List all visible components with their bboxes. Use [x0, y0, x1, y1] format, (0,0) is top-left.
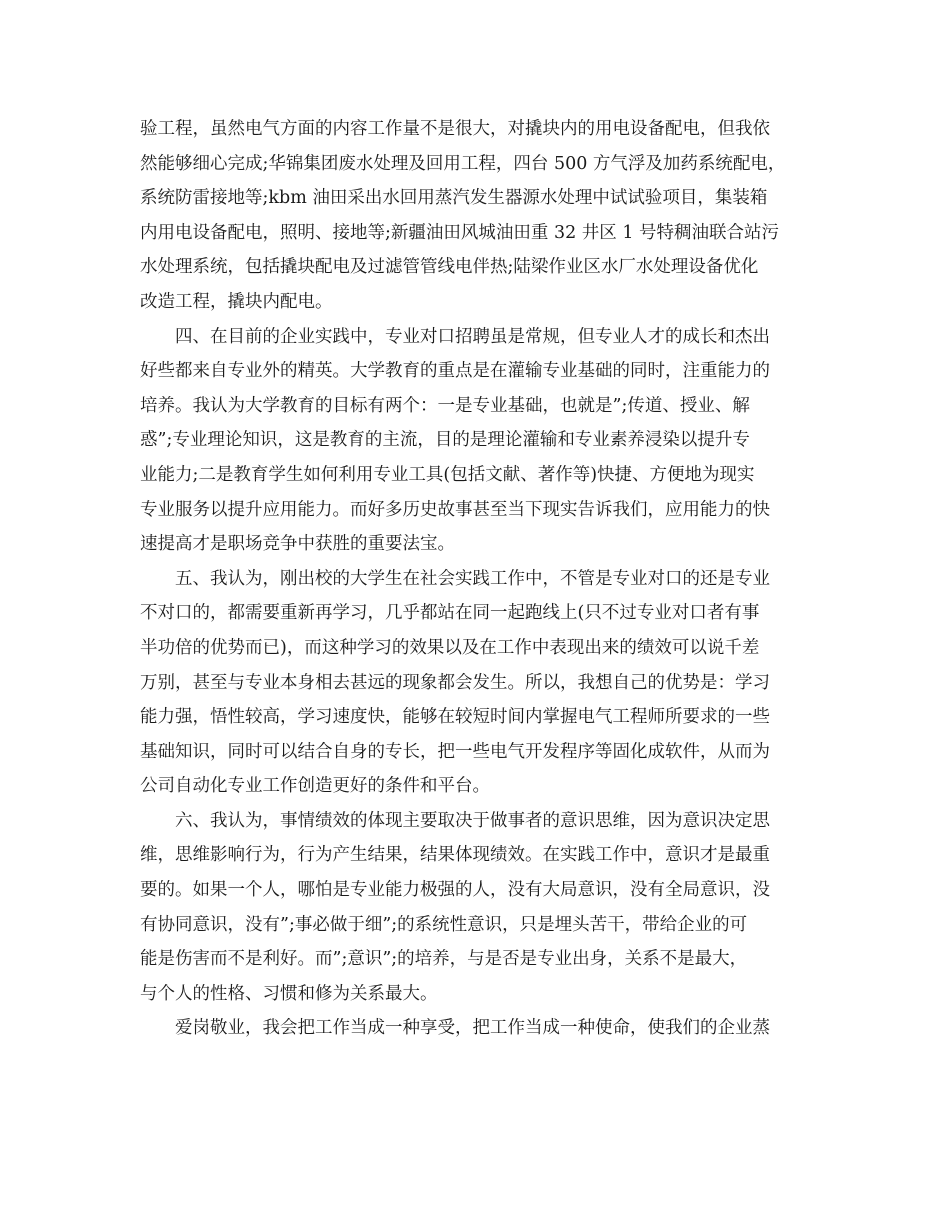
text-line: 四、在目前的企业实践中，专业对口招聘虽是常规，但专业人才的成长和杰出 [140, 326, 770, 347]
text-line: 水处理系统，包括撬块配电及过滤管管线电伴热;陆梁作业区水厂水处理设备优化 [140, 257, 759, 278]
text-line: 半功倍的优势而已)，而这种学习的效果以及在工作中表现出来的绩效可以说千差 [140, 637, 760, 658]
text-line: 业能力;二是教育学生如何利用专业工具(包括文献、著作等)快捷、方便地为现实 [140, 464, 755, 485]
text-line: 培养。我认为大学教育的目标有两个：一是专业基础，也就是”;传道、授业、解 [140, 395, 750, 416]
text-line: 专业服务以提升应用能力。而好多历史故事甚至当下现实告诉我们，应用能力的快 [140, 499, 770, 520]
paragraph-four [140, 320, 830, 562]
text-line: 有协同意识，没有”;事必做于细”;的系统性意识，只是埋头苦干，带给企业的可 [140, 914, 748, 935]
text-line: 内用电设备配电，照明、接地等;新疆油田风城油田重 32 井区 1 号特稠油联合站污 [140, 222, 780, 243]
text-line: 公司自动化专业工作创造更好的条件和平台。 [140, 776, 490, 797]
text-line: 改造工程，撬块内配电。 [140, 291, 333, 312]
document-body [140, 112, 830, 1046]
text-line: 与个人的性格、习惯和修为关系最大。 [140, 983, 438, 1004]
text-line: 能力强，悟性较高，学习速度快，能够在较短时间内掌握电气工程师所要求的一些 [140, 707, 770, 728]
text-line: 要的。如果一个人，哪怕是专业能力极强的人，没有大局意识，没有全局意识，没 [140, 880, 770, 901]
text-line: 六、我认为，事情绩效的体现主要取决于做事者的意识思维，因为意识决定思 [140, 810, 770, 831]
text-line: 验工程，虽然电气方面的内容工作量不是很大，对撬块内的用电设备配电，但我依 [140, 119, 770, 139]
text-line: 基础知识，同时可以结合自身的专长，把一些电气开发程序等固化成软件，从而为 [140, 741, 770, 762]
text-line: 能是伤害而不是利好。而”;意识”;的培养，与是否是专业出身，关系不是最大， [140, 949, 748, 970]
text-line: 惑”;专业理论知识，这是教育的主流，目的是理论灌输和专业素养浸染以提升专 [140, 430, 750, 451]
paragraph-six [140, 804, 830, 1012]
text-line: 好些都来自专业外的精英。大学教育的重点是在灌输专业基础的同时，注重能力的 [140, 361, 770, 382]
paragraph-five [140, 562, 830, 804]
text-line: 不对口的，都需要重新再学习，几乎都站在同一起跑线上(只不过专业对口者有事 [140, 603, 760, 624]
text-line: 五、我认为，刚出校的大学生在社会实践工作中，不管是专业对口的还是专业 [140, 568, 770, 589]
text-line: 系统防雷接地等;kbm 油田采出水回用蒸汽发生器源水处理中试试验项目，集装箱 [140, 188, 768, 209]
text-line: 然能够细心完成;华锦集团废水处理及回用工程，四台 500 方气浮及加药系统配电， [140, 153, 786, 174]
text-line: 爱岗敬业，我会把工作当成一种享受，把工作当成一种使命，使我们的企业蒸 [140, 1018, 770, 1039]
paragraph-dedication [140, 1011, 830, 1046]
paragraph-project-list [140, 112, 830, 320]
text-line: 万别，甚至与专业本身相去甚远的现象都会发生。所以，我想自己的优势是：学习 [140, 672, 770, 693]
text-line: 维，思维影响行为，行为产生结果，结果体现绩效。在实践工作中，意识才是最重 [140, 845, 770, 866]
text-line: 速提高才是职场竞争中获胜的重要法宝。 [140, 534, 455, 555]
